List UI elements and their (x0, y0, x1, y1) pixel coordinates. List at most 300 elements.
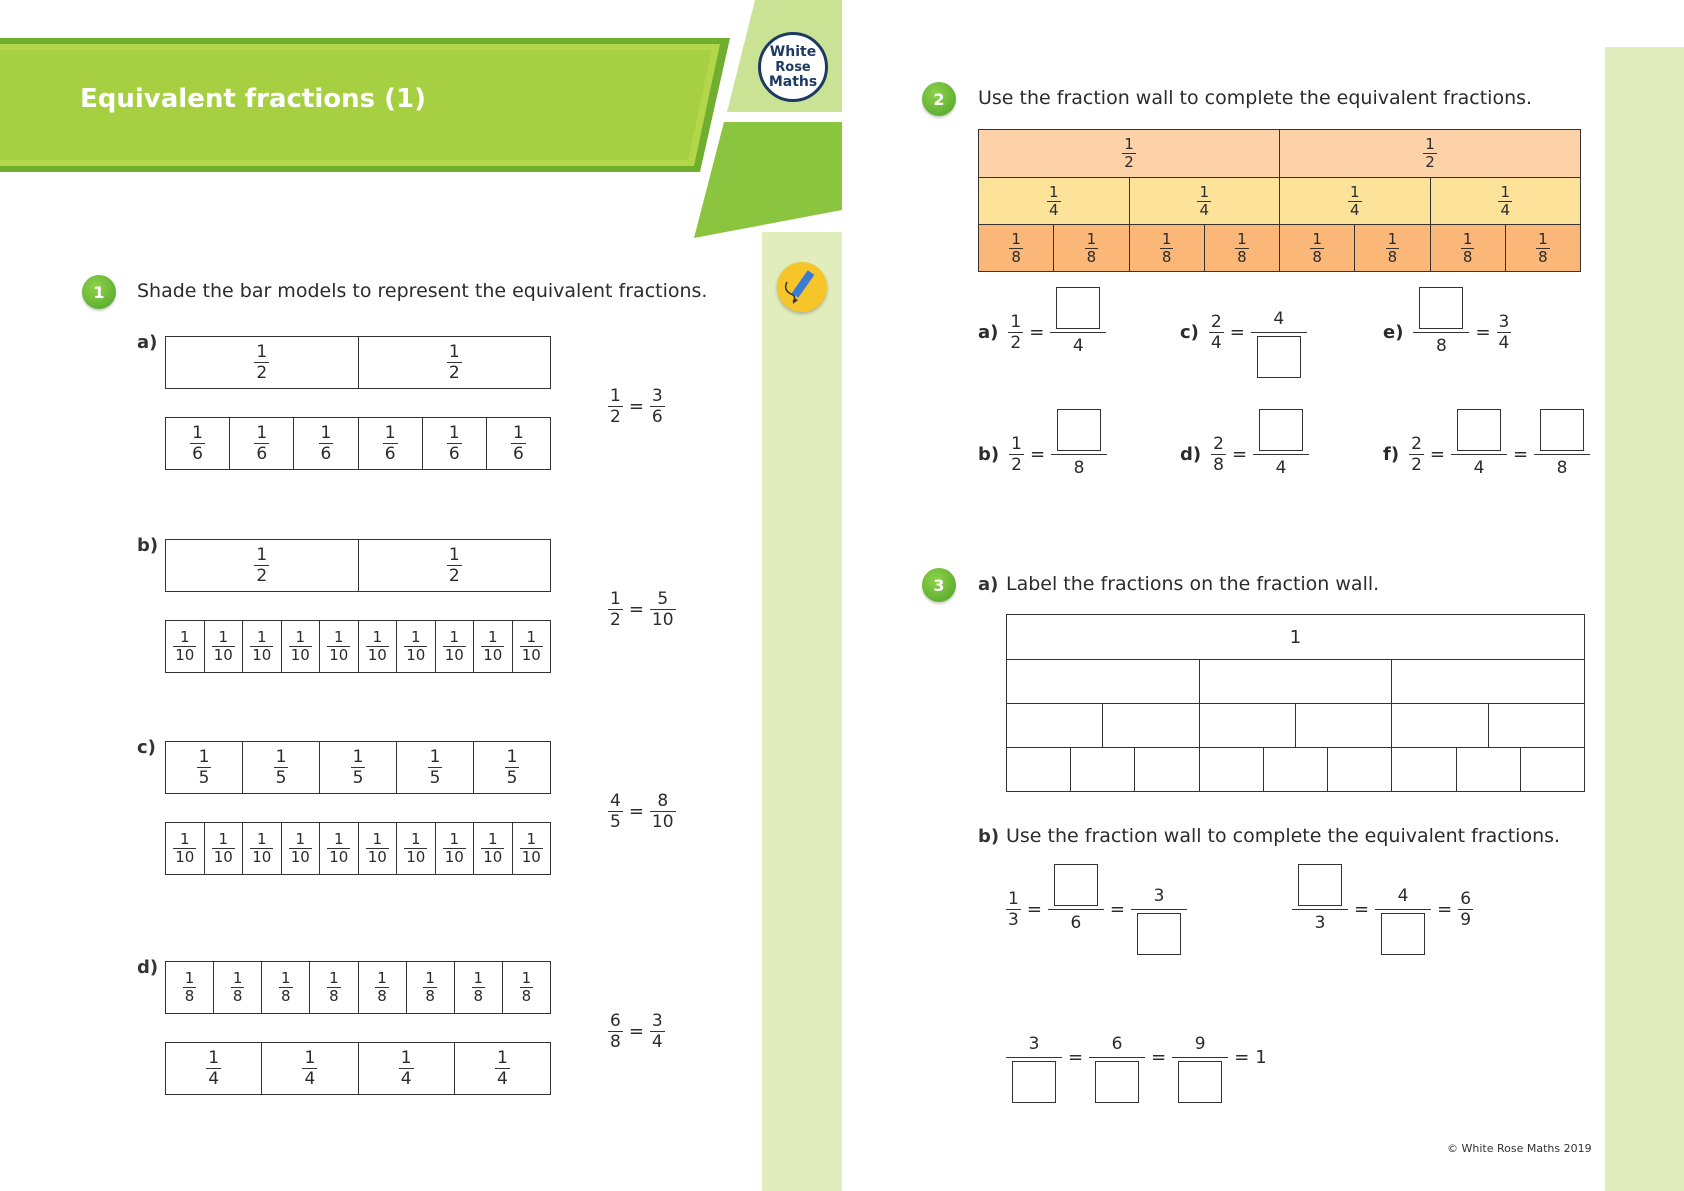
bar-cell[interactable] (396, 742, 473, 793)
numerator: 1 (487, 830, 498, 848)
denominator: 10 (651, 610, 674, 630)
page-title: Equivalent fractions (1) (80, 84, 427, 114)
fraction (231, 970, 245, 1005)
bar-cell[interactable] (261, 962, 309, 1013)
fraction (351, 747, 366, 788)
denominator: 10 (651, 812, 674, 832)
answer-fraction (1051, 407, 1107, 502)
answer-fraction (1006, 1010, 1062, 1105)
q3-blank-fraction-wall (1006, 614, 1585, 792)
bar-cell[interactable] (358, 337, 551, 388)
bar-cell[interactable] (166, 337, 358, 388)
denominator: 5 (352, 768, 364, 788)
equals-sign: = (1354, 899, 1370, 920)
fraction (254, 423, 269, 464)
fraction (443, 831, 466, 866)
q1-equation (608, 589, 676, 630)
denominator: 6 (1070, 913, 1082, 933)
answer-box[interactable] (1298, 864, 1342, 906)
numerator: 3 (651, 1011, 663, 1031)
numerator: 1 (329, 969, 339, 987)
numerator: 1 (513, 423, 524, 443)
fraction (1009, 434, 1024, 475)
equals-sign: = (1151, 1047, 1167, 1068)
equals-sign: = (1475, 322, 1491, 343)
wall-row-eighths (979, 224, 1580, 271)
bar-cell[interactable] (166, 621, 204, 672)
numerator: 1 (425, 969, 435, 987)
bar-cell[interactable] (486, 418, 550, 469)
denominator: 8 (232, 987, 243, 1005)
numerator: 6 (1111, 1034, 1123, 1054)
numerator: 1 (526, 830, 537, 848)
wall3-blank-cell[interactable] (1102, 704, 1198, 747)
answer-box[interactable] (1095, 1061, 1139, 1103)
wall-cell: $\frac{1}{2}$ (1124, 135, 1134, 171)
answer-box[interactable] (1178, 1061, 1222, 1103)
answer-box[interactable] (1137, 913, 1181, 955)
numerator: 2 (1411, 434, 1422, 454)
answer-box[interactable] (1457, 409, 1501, 451)
numerator: 1 (232, 969, 243, 987)
answer-fraction (1451, 407, 1507, 502)
equals-sign: = (1437, 899, 1453, 920)
denominator: 4 (1210, 333, 1222, 353)
fraction (520, 970, 534, 1005)
numerator: 1 (372, 628, 383, 646)
equals-sign: = (1231, 444, 1248, 465)
denominator: 6 (513, 444, 524, 464)
bar-cell[interactable] (435, 621, 474, 672)
answer-fraction (1413, 285, 1469, 380)
denominator: 2 (1411, 455, 1422, 475)
numerator: 4 (610, 791, 621, 811)
bar-cell[interactable] (358, 962, 406, 1013)
numerator: 1 (410, 830, 421, 848)
denominator: 4 (208, 1069, 220, 1089)
fraction (399, 1048, 414, 1089)
denominator: 8 (184, 987, 195, 1005)
answer-fraction (1089, 1010, 1145, 1105)
q3-equation (1292, 862, 1473, 957)
denominator: 4 (304, 1069, 316, 1089)
bar-cell[interactable] (319, 742, 396, 793)
numerator: 3 (651, 386, 663, 406)
numerator: 1 (352, 747, 364, 767)
q1-equation (608, 1011, 665, 1052)
numerator: 1 (275, 747, 287, 767)
q2-equation (1383, 285, 1511, 380)
wall-row-quarters (979, 177, 1580, 224)
denominator: 6 (384, 444, 396, 464)
fraction (212, 629, 235, 664)
answer-box[interactable] (1257, 336, 1301, 378)
numerator: 1 (610, 589, 621, 609)
answer-fraction (1534, 407, 1590, 502)
wall-cell: $\frac{1}{4}$ (1048, 182, 1059, 219)
numerator: 1 (429, 747, 441, 767)
numerator: 1 (256, 830, 267, 848)
q2-part-label: a) (978, 322, 999, 343)
bar-model[interactable] (165, 741, 551, 794)
q2-part-label: c) (1180, 322, 1199, 343)
bar-cell[interactable] (261, 1043, 357, 1094)
bar-cell[interactable] (166, 540, 358, 591)
denominator: 2 (610, 407, 621, 427)
fraction (250, 831, 273, 866)
q1-equation (608, 791, 676, 832)
header-banner (0, 0, 842, 240)
fraction (495, 1048, 510, 1089)
numerator: 1 (610, 386, 621, 406)
numerator: 4 (1397, 886, 1409, 906)
answer-box[interactable] (1054, 864, 1098, 906)
fraction (650, 1011, 665, 1052)
numerator: 1 (256, 545, 268, 565)
answer-box[interactable] (1012, 1061, 1056, 1103)
numerator: 1 (1011, 434, 1022, 454)
numerator: 5 (657, 589, 669, 609)
header (0, 0, 842, 240)
q2-part-label: b) (978, 444, 1000, 465)
numerator: 1 (1010, 312, 1022, 332)
denominator: 6 (651, 407, 663, 427)
bar-cell[interactable] (319, 621, 358, 672)
wall3-blank-cell[interactable] (1488, 704, 1584, 747)
equals-sign: = (628, 599, 644, 620)
bar-cell[interactable] (213, 962, 261, 1013)
fraction (1211, 434, 1226, 475)
wall-cell: $\frac{1}{8}$ (1204, 225, 1279, 271)
bar-cell[interactable] (406, 962, 454, 1013)
bar-cell[interactable] (454, 962, 502, 1013)
denominator: 9 (1460, 910, 1472, 930)
fraction (1497, 312, 1512, 353)
wall3-blank-cell[interactable] (1007, 704, 1102, 747)
fraction (404, 629, 427, 664)
fraction (250, 629, 273, 664)
denominator: 4 (1275, 458, 1287, 478)
fraction (520, 831, 543, 866)
bar-cell[interactable] (309, 962, 357, 1013)
fraction (481, 831, 504, 866)
wall3-blank-cell[interactable] (1134, 748, 1198, 791)
bar-cell[interactable] (166, 418, 229, 469)
wall3-blank-cell[interactable] (1263, 748, 1327, 791)
q2-part-label: e) (1383, 322, 1404, 343)
fraction (520, 629, 543, 664)
fraction (327, 970, 341, 1005)
denominator: 10 (329, 848, 349, 866)
numerator: 1 (372, 830, 383, 848)
fraction (366, 831, 389, 866)
denominator: 10 (252, 646, 272, 664)
bar-cell[interactable] (319, 823, 358, 874)
wall3-blank-cell[interactable] (1199, 748, 1263, 791)
fraction (1006, 889, 1021, 930)
bar-cell[interactable] (166, 823, 204, 874)
fraction (1008, 312, 1023, 353)
equals-sign: = (1029, 322, 1045, 343)
white-rose-maths-logo: White Rose Maths (758, 32, 828, 102)
bar-cell[interactable] (229, 418, 293, 469)
fraction (472, 970, 486, 1005)
denominator: 8 (1073, 458, 1085, 478)
bar-cell[interactable] (396, 823, 435, 874)
bar-cell[interactable] (204, 823, 243, 874)
fraction (1209, 312, 1224, 353)
wall-cell: $\frac{1}{2}$ (1279, 130, 1580, 177)
right-margin-band (1605, 47, 1684, 1191)
denominator: 4 (1473, 458, 1485, 478)
bar-cell[interactable] (435, 823, 474, 874)
q1-part-label: b) (137, 535, 159, 556)
wall-cell: $\frac{1}{8}$ (1053, 225, 1128, 271)
equals-sign: = (1234, 1047, 1250, 1068)
bar-cell[interactable] (242, 621, 281, 672)
fraction (511, 423, 526, 464)
numerator: 1 (295, 628, 306, 646)
numerator: 1 (1008, 889, 1019, 909)
bar-model[interactable] (165, 822, 551, 875)
wall3-blank-cell[interactable] (1007, 748, 1070, 791)
numerator: 8 (657, 791, 669, 811)
denominator: 10 (406, 646, 426, 664)
bar-cell[interactable] (204, 621, 243, 672)
fraction (289, 629, 312, 664)
numerator: 3 (1028, 1034, 1040, 1054)
answer-box[interactable] (1419, 287, 1463, 329)
q2-instruction: Use the fraction wall to complete the equivalent fractions. (978, 87, 1533, 109)
q3b-label: b) (978, 826, 1000, 847)
denominator: 10 (406, 848, 426, 866)
numerator: 6 (610, 1011, 621, 1031)
denominator: 2 (448, 566, 460, 586)
q2-part-label: f) (1383, 444, 1400, 465)
answer-fraction (1292, 862, 1348, 957)
numerator: 1 (184, 969, 195, 987)
wall3-blank-cell[interactable] (1295, 704, 1391, 747)
denominator: 10 (175, 848, 195, 866)
bar-cell[interactable] (396, 621, 435, 672)
numerator: 1 (384, 423, 396, 443)
page-spine-band (762, 232, 842, 1191)
denominator: 2 (610, 610, 621, 630)
bar-cell[interactable] (473, 823, 512, 874)
denominator: 4 (400, 1069, 412, 1089)
denominator: 5 (275, 768, 287, 788)
bar-model[interactable] (165, 539, 551, 592)
numerator: 1 (320, 423, 332, 443)
fraction (608, 589, 623, 630)
bar-cell[interactable] (422, 418, 486, 469)
denominator: 10 (290, 848, 310, 866)
bar-model[interactable] (165, 417, 551, 470)
answer-box[interactable] (1540, 409, 1584, 451)
answer-box[interactable] (1057, 409, 1101, 451)
wall3-row-thirds (1007, 659, 1584, 703)
denominator: 10 (252, 848, 272, 866)
numerator: 1 (487, 628, 498, 646)
fraction (173, 831, 196, 866)
denominator: 10 (444, 646, 464, 664)
denominator: 5 (429, 768, 441, 788)
answer-box[interactable] (1056, 287, 1100, 329)
wall3-blank-cell[interactable] (1520, 748, 1584, 791)
fraction (443, 629, 466, 664)
numerator: 1 (521, 969, 532, 987)
bar-cell[interactable] (358, 540, 551, 591)
answer-box[interactable] (1381, 913, 1425, 955)
wall-cell: $\frac{1}{4}$ (1430, 178, 1581, 224)
denominator: 6 (192, 444, 203, 464)
denominator: 8 (281, 987, 291, 1005)
denominator: 8 (521, 987, 532, 1005)
bar-cell[interactable] (358, 621, 397, 672)
numerator: 2 (1210, 312, 1222, 332)
denominator: 5 (610, 812, 621, 832)
denominator: 2 (1010, 333, 1022, 353)
denominator: 8 (1556, 458, 1568, 478)
fraction (608, 386, 623, 427)
numerator: 1 (179, 830, 190, 848)
numerator: 1 (449, 830, 460, 848)
bar-cell[interactable] (166, 742, 242, 793)
bar-cell[interactable] (502, 962, 550, 1013)
equals-sign: = (628, 801, 644, 822)
wall3-blank-cell[interactable] (1456, 748, 1520, 791)
equals-sign: = (1229, 322, 1245, 343)
bar-cell[interactable] (242, 823, 281, 874)
fraction (279, 970, 293, 1005)
numerator: 1 (410, 628, 421, 646)
denominator: 2 (256, 363, 268, 383)
answer-fraction (1251, 285, 1307, 380)
answer-fraction (1375, 862, 1431, 957)
denominator: 4 (651, 1032, 663, 1052)
numerator: 1 (448, 423, 460, 443)
bar-cell[interactable] (358, 1043, 454, 1094)
fraction (197, 747, 212, 788)
fraction (447, 545, 462, 586)
fraction (173, 629, 196, 664)
bar-cell[interactable] (358, 418, 422, 469)
bar-cell[interactable] (473, 621, 512, 672)
numerator: 1 (449, 628, 460, 646)
wall3-row-sixths (1007, 703, 1584, 747)
fraction (254, 545, 269, 586)
wall-cell: $\frac{1}{8}$ (1279, 225, 1354, 271)
wall3-blank-cell[interactable] (1391, 704, 1487, 747)
bar-cell[interactable] (454, 1043, 550, 1094)
numerator: 1 (192, 423, 203, 443)
equation-result: 1 (1255, 1047, 1267, 1068)
denominator: 8 (1213, 455, 1224, 475)
wall3-blank-cell[interactable] (1070, 748, 1134, 791)
q3a-label: a) (978, 574, 999, 595)
copyright: © White Rose Maths 2019 (1447, 1142, 1592, 1155)
q2-fraction-wall (978, 129, 1581, 272)
bar-cell[interactable] (473, 742, 550, 793)
denominator: 10 (213, 848, 233, 866)
bar-cell[interactable] (242, 742, 319, 793)
bar-model[interactable] (165, 961, 551, 1014)
answer-box[interactable] (1259, 409, 1303, 451)
bar-cell[interactable] (512, 823, 551, 874)
fraction (206, 1048, 221, 1089)
bar-cell[interactable] (281, 621, 320, 672)
numerator: 1 (377, 969, 387, 987)
numerator: 1 (295, 830, 306, 848)
question-3-badge: 3 (922, 568, 956, 602)
denominator: 6 (320, 444, 332, 464)
denominator: 3 (1314, 913, 1326, 933)
bar-model[interactable] (165, 1042, 551, 1095)
bar-cell[interactable] (281, 823, 320, 874)
bar-cell[interactable] (166, 962, 213, 1013)
wall-cell: $\frac{1}{8}$ (1354, 225, 1429, 271)
denominator: 8 (473, 987, 484, 1005)
wall-cell: $\frac{1}{4}$ (1279, 178, 1430, 224)
q2-equation (978, 285, 1106, 380)
fraction (481, 629, 504, 664)
answer-fraction (1172, 1010, 1228, 1105)
wall3-blank-cell[interactable] (1199, 660, 1392, 703)
numerator: 1 (208, 1048, 220, 1068)
numerator: 3 (1153, 886, 1165, 906)
wall3-row-ninths (1007, 747, 1584, 791)
fraction (650, 386, 665, 427)
equals-sign: = (1026, 899, 1042, 920)
numerator: 1 (281, 969, 291, 987)
fraction (366, 629, 389, 664)
q2-equation (1180, 285, 1307, 380)
fraction (428, 747, 443, 788)
fraction (1409, 434, 1424, 475)
equals-sign: = (628, 396, 644, 417)
wall3-blank-cell[interactable] (1391, 660, 1584, 703)
answer-fraction (1048, 862, 1104, 957)
bar-cell[interactable] (293, 418, 357, 469)
denominator: 5 (506, 768, 518, 788)
denominator: 6 (256, 444, 268, 464)
denominator: 5 (198, 768, 210, 788)
bar-model[interactable] (165, 336, 551, 389)
denominator: 8 (377, 987, 387, 1005)
q2-equation (1383, 407, 1590, 502)
q3-equation (1006, 862, 1187, 957)
fraction (375, 970, 389, 1005)
bar-cell[interactable] (358, 823, 397, 874)
wall3-blank-cell[interactable] (1199, 704, 1295, 747)
wall3-blank-cell[interactable] (1391, 748, 1455, 791)
numerator: 1 (400, 1048, 412, 1068)
q3-equation (1006, 1010, 1267, 1105)
wall3-row-whole (1007, 615, 1584, 659)
wall3-blank-cell[interactable] (1327, 748, 1391, 791)
bar-cell[interactable] (166, 1043, 261, 1094)
fraction (650, 589, 676, 630)
bar-cell[interactable] (512, 621, 551, 672)
denominator: 10 (367, 848, 387, 866)
numerator: 1 (256, 628, 267, 646)
numerator: 1 (526, 628, 537, 646)
wall3-blank-cell[interactable] (1007, 660, 1199, 703)
bar-model[interactable] (165, 620, 551, 673)
numerator: 2 (1213, 434, 1224, 454)
numerator: 4 (1273, 309, 1285, 329)
denominator: 8 (425, 987, 435, 1005)
